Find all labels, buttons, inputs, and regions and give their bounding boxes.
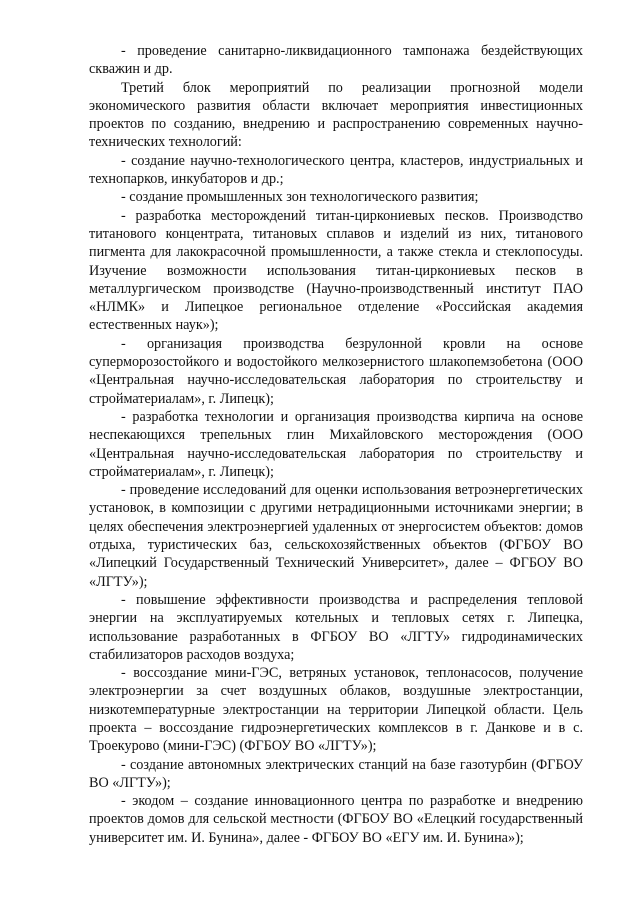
document-page [89, 42, 583, 847]
paragraph-tamponage: - проведение санитарно-ликвидационного тампонажа бездействующих скважин и др. [89, 43, 583, 78]
paragraph-roofing: - организация производства безрулонной кровли на основе суперморозостойкого и водостойкого мелкозернистого шлакопемзобетона (ООО «Центральная научно-исследовательская лаборатория по строительству и стройматериалам», г. Липецк); [89, 335, 583, 407]
paragraph-industrial-zones: - создание промышленных зон технологического развития; [121, 189, 479, 206]
paragraph-brick: - разработка технологии и организация производства кирпича на основе неспекающихся трепельных глин Михайловского месторождения (ООО «Центральная научно-исследовательская лаборатория по строительству и стройматериалам», г. Липецк); [89, 408, 583, 480]
paragraph-titanium-sands: - разработка месторождений титан-циркониевых песков. Производство титанового концентрата, титановых сплавов и изделий из них, титанового пигмента для лакокрасочной промышленности, а также стекла и стеклопосуды. Изучение возможности использования титан-циркониевых песков в металлургическом производстве (Научно-производственный институт ПАО «НЛМК» и Липецкое региональное отделение «Российская академия естественных наук»); [89, 207, 583, 334]
paragraph-gas-turbine: - создание автономных электрических станций на базе газотурбин (ФГБОУ ВО «ЛГТУ»); [89, 756, 583, 791]
paragraph-ecohouse: - экодом – создание инновационного центра по разработке и внедрению проектов домов для сельской местности (ФГБОУ ВО «Елецкий государственный университет им. И. Бунина», далее - ФГБОУ ВО «ЕГУ им. И. Бунина»); [89, 793, 583, 846]
paragraph-mini-hydro: - воссоздание мини-ГЭС, ветряных установок, теплонасосов, получение электроэнергии за счет воздушных облаков, воздушные электростанции, низкотемпературные электростанции на территории Липецкой области. Цель проекта – воссоздание гидроэнергетических комплексов в г. Данкове и в с. Троекурово (мини-ГЭС) (ФГБОУ ВО «ЛГТУ»); [89, 665, 583, 755]
paragraph-wind-energy: - проведение исследований для оценки использования ветроэнергетических установок, в композиции с другими нетрадиционными источниками энергии; в целях обеспечения электроэнергией удаленных от энергосистем объектов: домов отдыха, туристических баз, сельскохозяйственных объектов (ФГБОУ ВО «Липецкий Государственный Технический Университет», далее – ФГБОУ ВО «ЛГТУ»); [89, 482, 583, 590]
paragraph-third-block: Третий блок мероприятий по реализации прогнозной модели экономического развития области включает мероприятия инвестиционных проектов по созданию, внедрению и распространению современных научно-технических технологий: [89, 79, 583, 151]
paragraph-heat-efficiency: - повышение эффективности производства и распределения тепловой энергии на эксплуатируемых котельных и тепловых сетях г. Липецка, использование разработанных в ФГБОУ ВО «ЛГТУ» гидродинамических стабилизаторов расходов воздуха; [89, 591, 583, 663]
paragraph-tech-center: - создание научно-технологического центра, кластеров, индустриальных и технопарков, инкубаторов и др.; [89, 152, 583, 188]
